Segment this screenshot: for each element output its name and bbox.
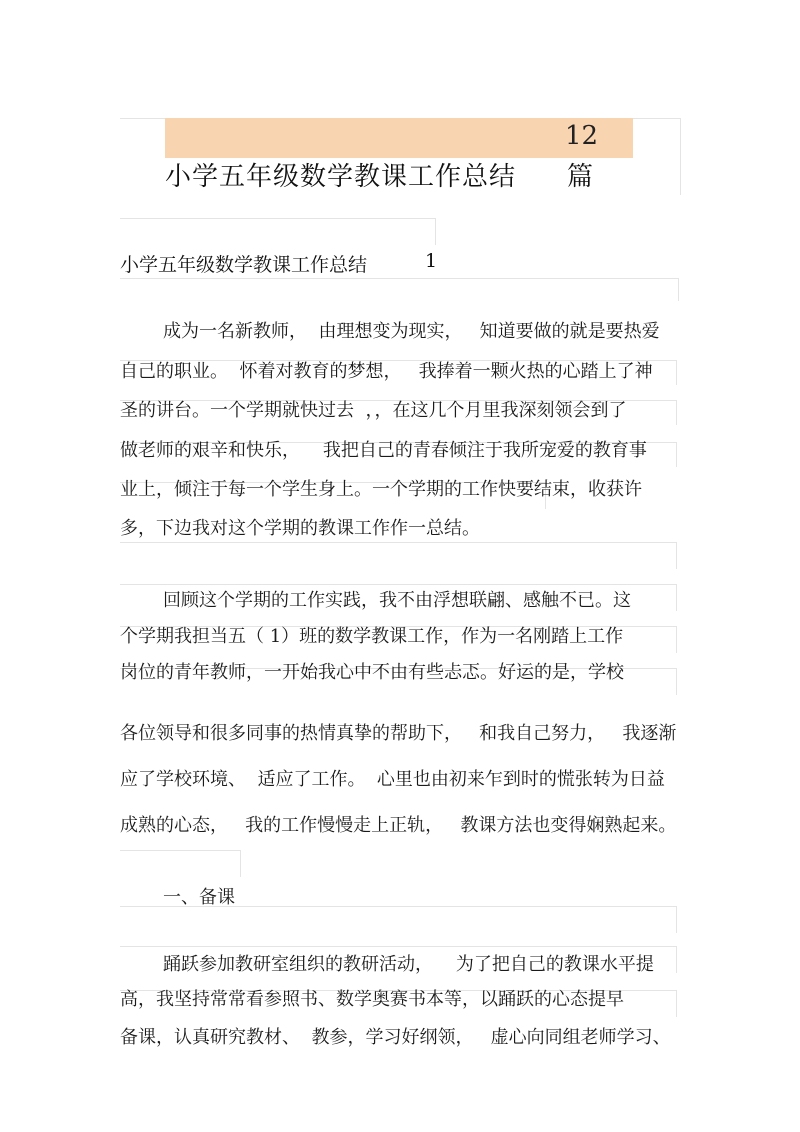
frame-line: [120, 278, 679, 301]
section-heading: 一、备课: [163, 887, 235, 908]
frame-line: [120, 542, 677, 569]
section-title: 小学五年级数学教课工作总结: [120, 254, 368, 276]
title-highlight: [165, 118, 633, 158]
paragraph-line: 回顾这个学期的工作实践，我不由浮想联翩、感触不已。这: [163, 590, 631, 611]
paragraph-line: 踊跃参加教研室组织的教研活动， 为了把自己的教课水平提: [163, 954, 654, 975]
title-suffix: 篇: [567, 162, 594, 192]
title-count: 12: [565, 121, 599, 151]
paragraph-line: 业上，倾注于每一个学生身上。一个学期的工作快要结束，收获许: [120, 479, 642, 500]
paragraph-line: 个学期我担当五（ 1）班的数学教课工作，作为一名刚踏上工作: [120, 626, 624, 647]
page-title: 小学五年级数学教课工作总结: [165, 162, 517, 192]
paragraph-line: 多，下边我对这个学期的教课工作作一总结。: [120, 518, 480, 539]
paragraph-line: 自己的职业。 怀着对教育的梦想， 我捧着一颗火热的心踏上了神: [120, 361, 653, 382]
frame-line: [120, 850, 241, 877]
paragraph-line: 做老师的艰辛和快乐， 我把自己的青春倾注于我所宠爱的教育事: [120, 440, 647, 461]
paragraph-line: 各位领导和很多同事的热情真挚的帮助下， 和我自己努力， 我逐渐: [120, 723, 677, 744]
paragraph-line: 应了学校环境、 适应了工作。 心里也由初来乍到时的慌张转为日益: [120, 769, 665, 790]
frame-line: [120, 906, 677, 933]
frame-line: [120, 218, 436, 245]
paragraph-line: 成为一名新教师， 由理想变为现实， 知道要做的就是要热爱: [163, 321, 660, 342]
section-number: 1: [425, 250, 438, 272]
paragraph-line: 岗位的青年教师，一开始我心中不由有些忐忑。好运的是，学校: [120, 662, 624, 683]
paragraph-line: 高，我坚持常常看参照书、数学奥赛书本等，以踊跃的心态提早: [120, 989, 624, 1010]
paragraph-line: 备课，认真研究教材、 教参，学习好纲领， 虚心向同组老师学习、: [120, 1027, 671, 1048]
paragraph-line: 成熟的心态， 我的工作慢慢走上正轨， 教课方法也变得娴熟起来。: [120, 815, 677, 836]
paragraph-line: 圣的讲台。一个学期就快过去 ，，在这几个月里我深刻领会到了: [120, 400, 627, 421]
